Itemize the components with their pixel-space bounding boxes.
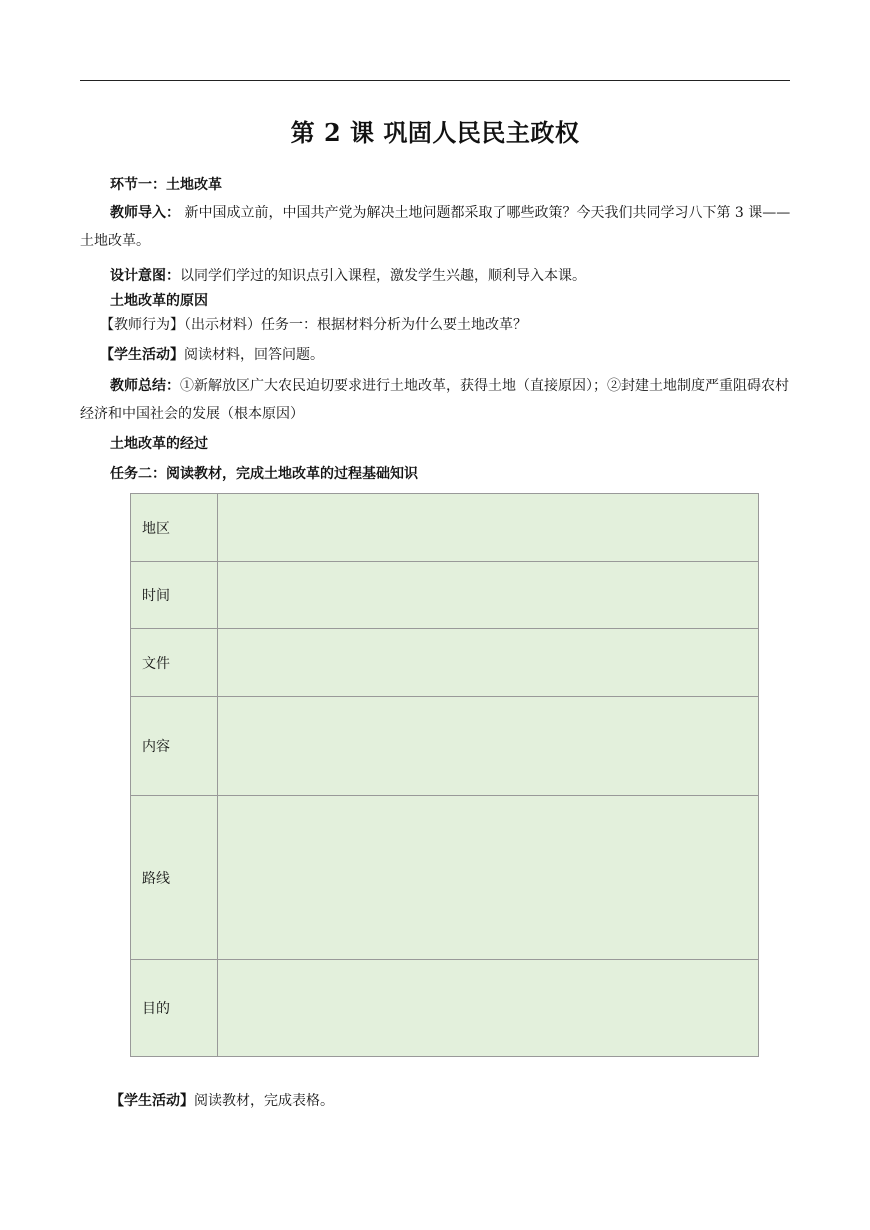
answer-cell[interactable] xyxy=(218,629,759,697)
table-row xyxy=(131,629,759,697)
table-row xyxy=(131,796,759,960)
section-heading: 环节一：土地改革 xyxy=(110,177,222,193)
teacher-summary xyxy=(80,372,792,428)
row-label: 时间 xyxy=(131,562,218,629)
student-activity-label: 【学生活动】 xyxy=(100,347,184,363)
closing-text: 阅读教材，完成表格。 xyxy=(194,1093,334,1109)
teacher-intro xyxy=(80,199,792,255)
teacher-action-text: （出示材料）任务一：根据材料分析为什么要土地改革？ xyxy=(184,317,527,333)
process-heading: 土地改革的经过 xyxy=(110,436,208,452)
closing-label: 【学生活动】 xyxy=(110,1093,194,1109)
page-title: 第 2 课 巩固人民民主政权 xyxy=(290,118,580,147)
header-rule xyxy=(80,80,790,81)
row-label: 目的 xyxy=(131,960,218,1057)
table-row xyxy=(131,562,759,629)
answer-cell[interactable] xyxy=(218,697,759,796)
intro-text: 新中国成立前，中国共产党为解决土地问题都采取了哪些政策？今天我们共同学习八下第 3 课——土地改革。 xyxy=(80,205,791,249)
summary-label: 教师总结： xyxy=(110,378,180,394)
row-label: 文件 xyxy=(131,629,218,697)
row-label: 内容 xyxy=(131,697,218,796)
answer-cell[interactable] xyxy=(218,960,759,1057)
teacher-action-label: 【教师行为】 xyxy=(100,317,184,333)
land-reform-table xyxy=(130,493,759,1057)
table-row xyxy=(131,697,759,796)
row-label: 地区 xyxy=(131,494,218,562)
table-row xyxy=(131,960,759,1057)
row-label: 路线 xyxy=(131,796,218,960)
task-heading: 任务二：阅读教材，完成土地改革的过程基础知识 xyxy=(110,466,418,482)
answer-cell[interactable] xyxy=(218,796,759,960)
closing-activity xyxy=(110,1090,334,1112)
student-activity-text: 阅读材料，回答问题。 xyxy=(184,347,324,363)
answer-cell[interactable] xyxy=(218,494,759,562)
answer-cell[interactable] xyxy=(218,562,759,629)
cause-heading: 土地改革的原因 xyxy=(110,293,208,309)
student-activity xyxy=(100,344,324,366)
design-intent xyxy=(110,265,586,287)
teacher-action xyxy=(100,314,527,336)
summary-text: ①新解放区广大农民迫切要求进行土地改革，获得土地（直接原因）；②封建土地制度严重阻碍农村经济和中国社会的发展（根本原因） xyxy=(80,378,789,422)
design-label: 设计意图： xyxy=(110,268,180,284)
design-text: 以同学们学过的知识点引入课程，激发学生兴趣，顺利导入本课。 xyxy=(180,268,586,284)
intro-label: 教师导入： xyxy=(110,205,180,221)
table-row xyxy=(131,494,759,562)
